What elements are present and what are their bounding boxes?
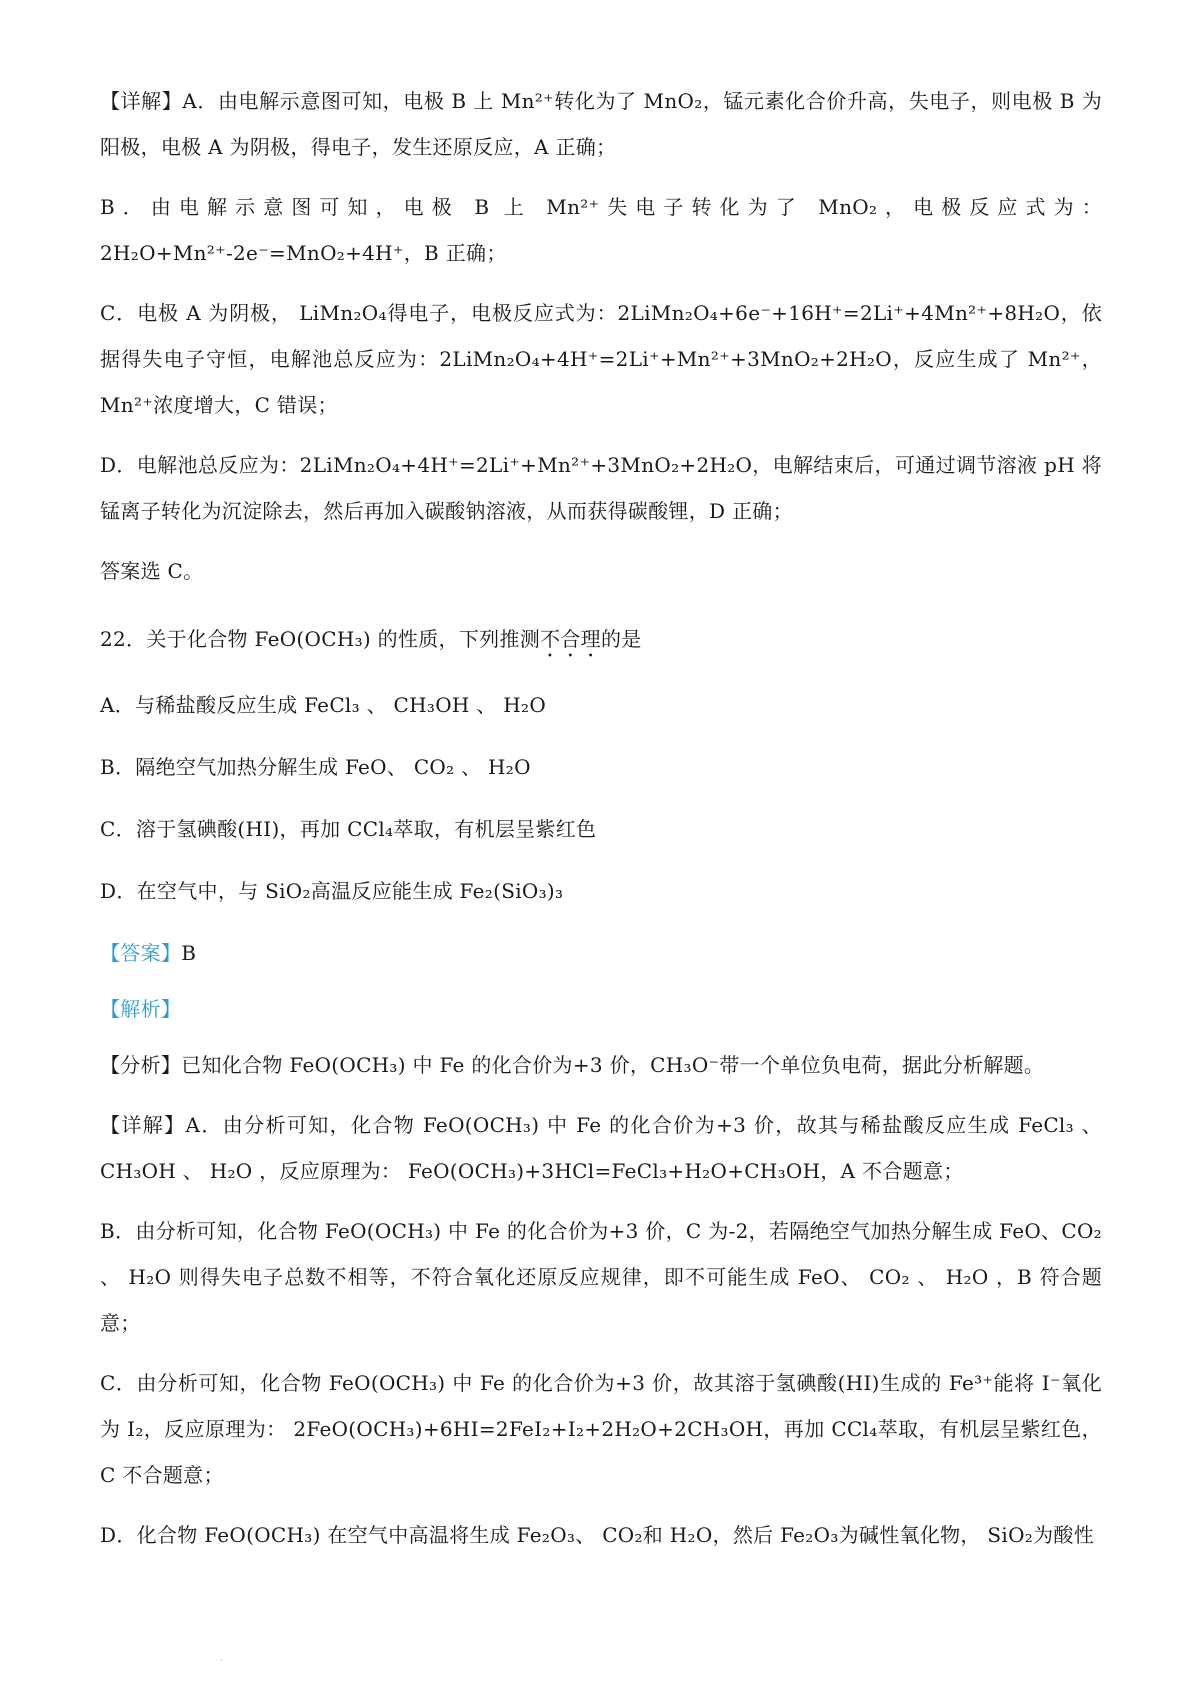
answer-label: 【答案】 [100, 941, 182, 965]
question-prefix: 22．关于化合物 FeO(OCH₃) 的性质，下列推测 [100, 627, 541, 651]
analysis-paragraph: 【分析】已知化合物 FeO(OCH₃) 中 Fe 的化合价为+3 价，CH₃O⁻带一个单位负电荷，据此分析解题。 [100, 1053, 1045, 1077]
detail-paragraph-option-c: C．电极 A 为阴极， LiMn₂O₄得电子，电极反应式为：2LiMn₂O₄+6e⁻+16H⁺=2Li⁺+4Mn²⁺+8H₂O，依据得失电子守恒，电解池总反应为：2LiMn₂O₄+4H⁺=2Li⁺+Mn²⁺+3MnO₂+2H₂O，反应生成了 Mn²⁺，Mn²⁺浓度增大，C 错误； [100, 301, 1102, 417]
answer-conclusion-line: 答案选 C。 [100, 559, 204, 583]
explain-paragraph-d: D．化合物 FeO(OCH₃) 在空气中高温将生成 Fe₂O₃、 CO₂和 H₂O，然后 Fe₂O₃为碱性氧化物， SiO₂为酸性 [100, 1523, 1095, 1547]
question-emphasis: 不合理 [540, 627, 601, 651]
question-suffix: 的是 [600, 627, 642, 651]
explain-paragraph-b: B．由分析可知，化合物 FeO(OCH₃) 中 Fe 的化合价为+3 价，C 为-2，若隔绝空气加热分解生成 FeO、CO₂ 、 H₂O 则得失电子总数不相等，不符合氧化还原反应规律，即不可能生成 FeO、 CO₂ 、 H₂O ，B 符合题意； [100, 1219, 1102, 1335]
detail-paragraph-option-d: D．电解池总反应为：2LiMn₂O₄+4H⁺=2Li⁺+Mn²⁺+3MnO₂+2H₂O，电解结束后，可通过调节溶液 pH 将锰离子转化为沉淀除去，然后再加入碳酸钠溶液，从而获得碳酸锂，D 正确； [100, 453, 1102, 523]
answer-line [100, 930, 1102, 976]
option-b: B．隔绝空气加热分解生成 FeO、 CO₂ 、 H₂O [100, 755, 531, 779]
option-a: A．与稀盐酸反应生成 FeCl₃ 、 CH₃OH 、 H₂O [100, 693, 547, 717]
page-artifact-mark: . [220, 1653, 224, 1664]
explain-paragraph-c: C．由分析可知，化合物 FeO(OCH₃) 中 Fe 的化合价为+3 价，故其溶于氢碘酸(HI)生成的 Fe³⁺能将 I⁻氧化为 I₂，反应原理为： 2FeO(OCH₃)+6HI=2FeI₂+I₂+2H₂O+2CH₃OH，再加 CCl₄萃取，有机层呈紫红色，C 不合题意； [100, 1371, 1102, 1487]
detail-paragraph-option-b: B．由电解示意图可知，电极 B 上 Mn²⁺失电子转化为了 MnO₂，电极反应式为：2H₂O+Mn²⁺-2e⁻=MnO₂+4H⁺，B 正确； [100, 195, 1102, 265]
option-d: D．在空气中，与 SiO₂高温反应能生成 Fe₂(SiO₃)₃ [100, 879, 564, 903]
question-22 [100, 616, 1102, 662]
answer-value: B [181, 941, 197, 965]
explain-paragraph-a: 【详解】A．由分析可知，化合物 FeO(OCH₃) 中 Fe 的化合价为+3 价，故其与稀盐酸反应生成 FeCl₃ 、 CH₃OH 、 H₂O ，反应原理为： FeO(OCH₃)+3HCl=FeCl₃+H₂O+CH₃OH，A 不合题意； [100, 1113, 1102, 1183]
detail-paragraph-option-a: 【详解】A．由电解示意图可知，电极 B 上 Mn²⁺转化为了 MnO₂，锰元素化合价升高，失电子，则电极 B 为阳极，电极 A 为阴极，得电子，发生还原反应，A 正确； [100, 89, 1102, 159]
option-c: C．溶于氢碘酸(HI)，再加 CCl₄萃取，有机层呈紫红色 [100, 817, 597, 841]
analysis-line [100, 986, 1102, 1032]
analysis-label: 【解析】 [100, 997, 182, 1021]
